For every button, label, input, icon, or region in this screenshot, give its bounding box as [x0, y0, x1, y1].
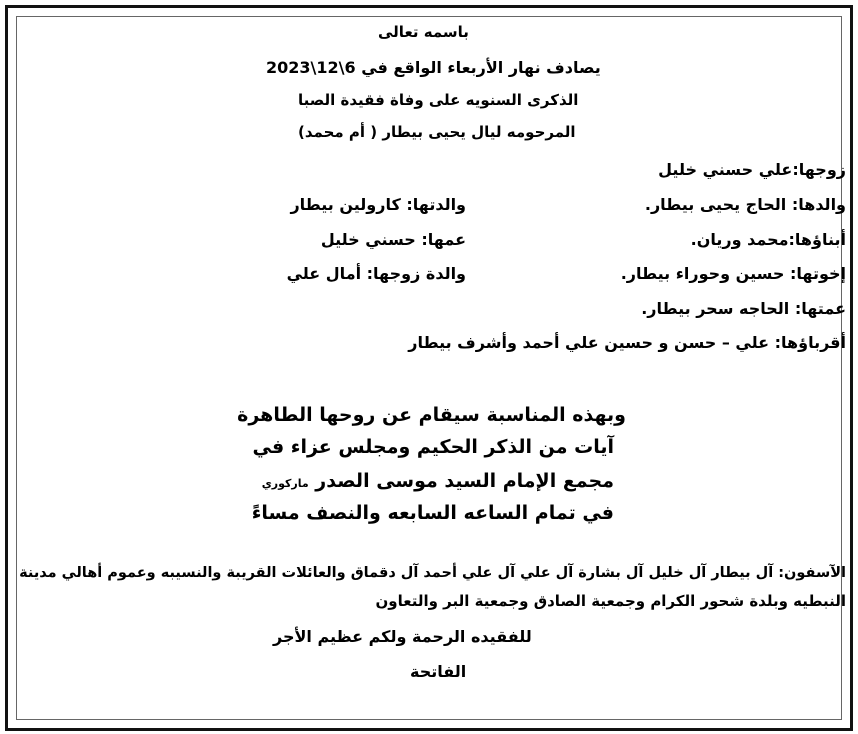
- document-inner-border: [16, 16, 842, 720]
- siblings-line: إخوتها: حسين وحوراء بيطار.: [620, 264, 846, 283]
- header-line-3: الذكرى السنويه على وفاة فقيدة الصبا: [298, 91, 579, 109]
- announcement-line-3: [262, 470, 614, 492]
- header-line-2: يصادف نهار الأربعاء الواقع في 6\12\2023: [266, 58, 601, 77]
- mother-in-law-line: والدة زوجها: أمال علي: [286, 264, 466, 283]
- header-line-1: باسمه تعالى: [378, 23, 469, 41]
- announcement-line-1: وبهذه المناسبة سيقام عن روحها الطاهرة: [237, 404, 626, 426]
- header-line-4: المرحومه ليال يحيى بيطار ( أم محمد): [298, 123, 576, 141]
- announcement-line-4: في تمام الساعه السابعه والنصف مساءً: [251, 502, 614, 524]
- father-line: والدها: الحاج يحيى بيطار.: [644, 195, 846, 214]
- venue-name: مجمع الإمام السيد موسى الصدر: [315, 470, 614, 492]
- document-frame: [5, 5, 853, 731]
- aunt-line: عمتها: الحاجه سحر بيطار.: [641, 299, 846, 318]
- closing-line-1: للفقيده الرحمة ولكم عظيم الأجر: [273, 627, 532, 646]
- mourners-line-1: الآسفون: آل بيطار آل خليل آل بشارة آل علي آل علي أحمد آل دقماق والعائلات القريبة والنسيبه وعموم أهالي مدينة: [19, 565, 846, 581]
- closing-line-2: الفاتحة: [410, 662, 467, 681]
- mother-line: والدتها: كارولين بيطار: [290, 195, 466, 214]
- venue-tag: ماركوري: [261, 477, 309, 490]
- uncle-line: عمها: حسني خليل: [320, 230, 466, 249]
- relatives-line: أقرباؤها: علي – حسن و حسين علي أحمد وأشرف بيطار: [408, 333, 846, 352]
- announcement-line-2: آيات من الذكر الحكيم ومجلس عزاء في: [252, 436, 614, 458]
- children-line: أبناؤها:محمد وريان.: [690, 230, 846, 249]
- husband-line: زوجها:علي حسني خليل: [658, 160, 846, 179]
- mourners-line-2: النبطيه وبلدة شحور الكرام وجمعية الصادق وجمعية البر والتعاون: [375, 592, 846, 610]
